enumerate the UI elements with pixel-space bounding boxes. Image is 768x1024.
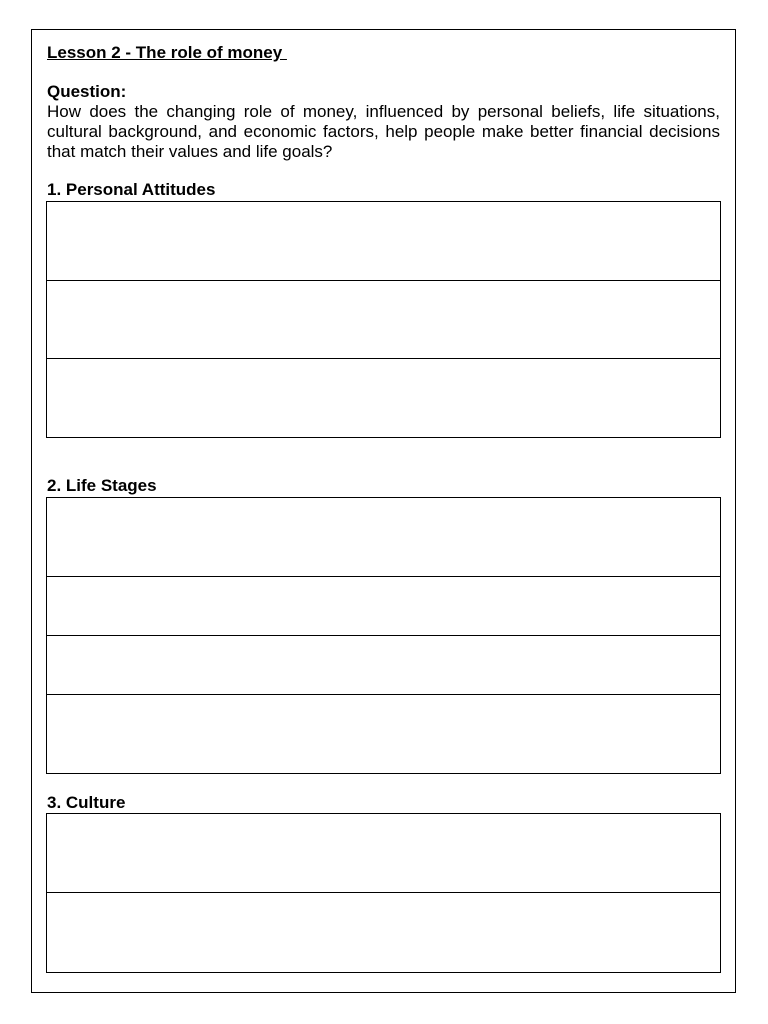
section-heading-life-stages: 2. Life Stages [47, 476, 157, 495]
question-label: Question: [47, 82, 127, 101]
answer-row[interactable] [47, 202, 720, 280]
answer-row[interactable] [47, 694, 720, 773]
answer-row[interactable] [47, 358, 720, 437]
answer-table-culture [46, 813, 721, 973]
answer-row[interactable] [47, 892, 720, 972]
answer-row[interactable] [47, 814, 720, 892]
answer-row[interactable] [47, 498, 720, 576]
answer-table-life-stages [46, 497, 721, 774]
answer-row[interactable] [47, 576, 720, 635]
answer-table-personal-attitudes [46, 201, 721, 438]
question-text: How does the changing role of money, influenced by personal beliefs, life situations, cultural background, and economic factors, help people make better financial decisions that match their values and life goals? [47, 102, 720, 161]
lesson-title: Lesson 2 - The role of money [47, 43, 287, 62]
answer-row[interactable] [47, 635, 720, 694]
answer-row[interactable] [47, 280, 720, 358]
section-heading-personal-attitudes: 1. Personal Attitudes [47, 180, 216, 199]
section-heading-culture: 3. Culture [47, 793, 126, 812]
